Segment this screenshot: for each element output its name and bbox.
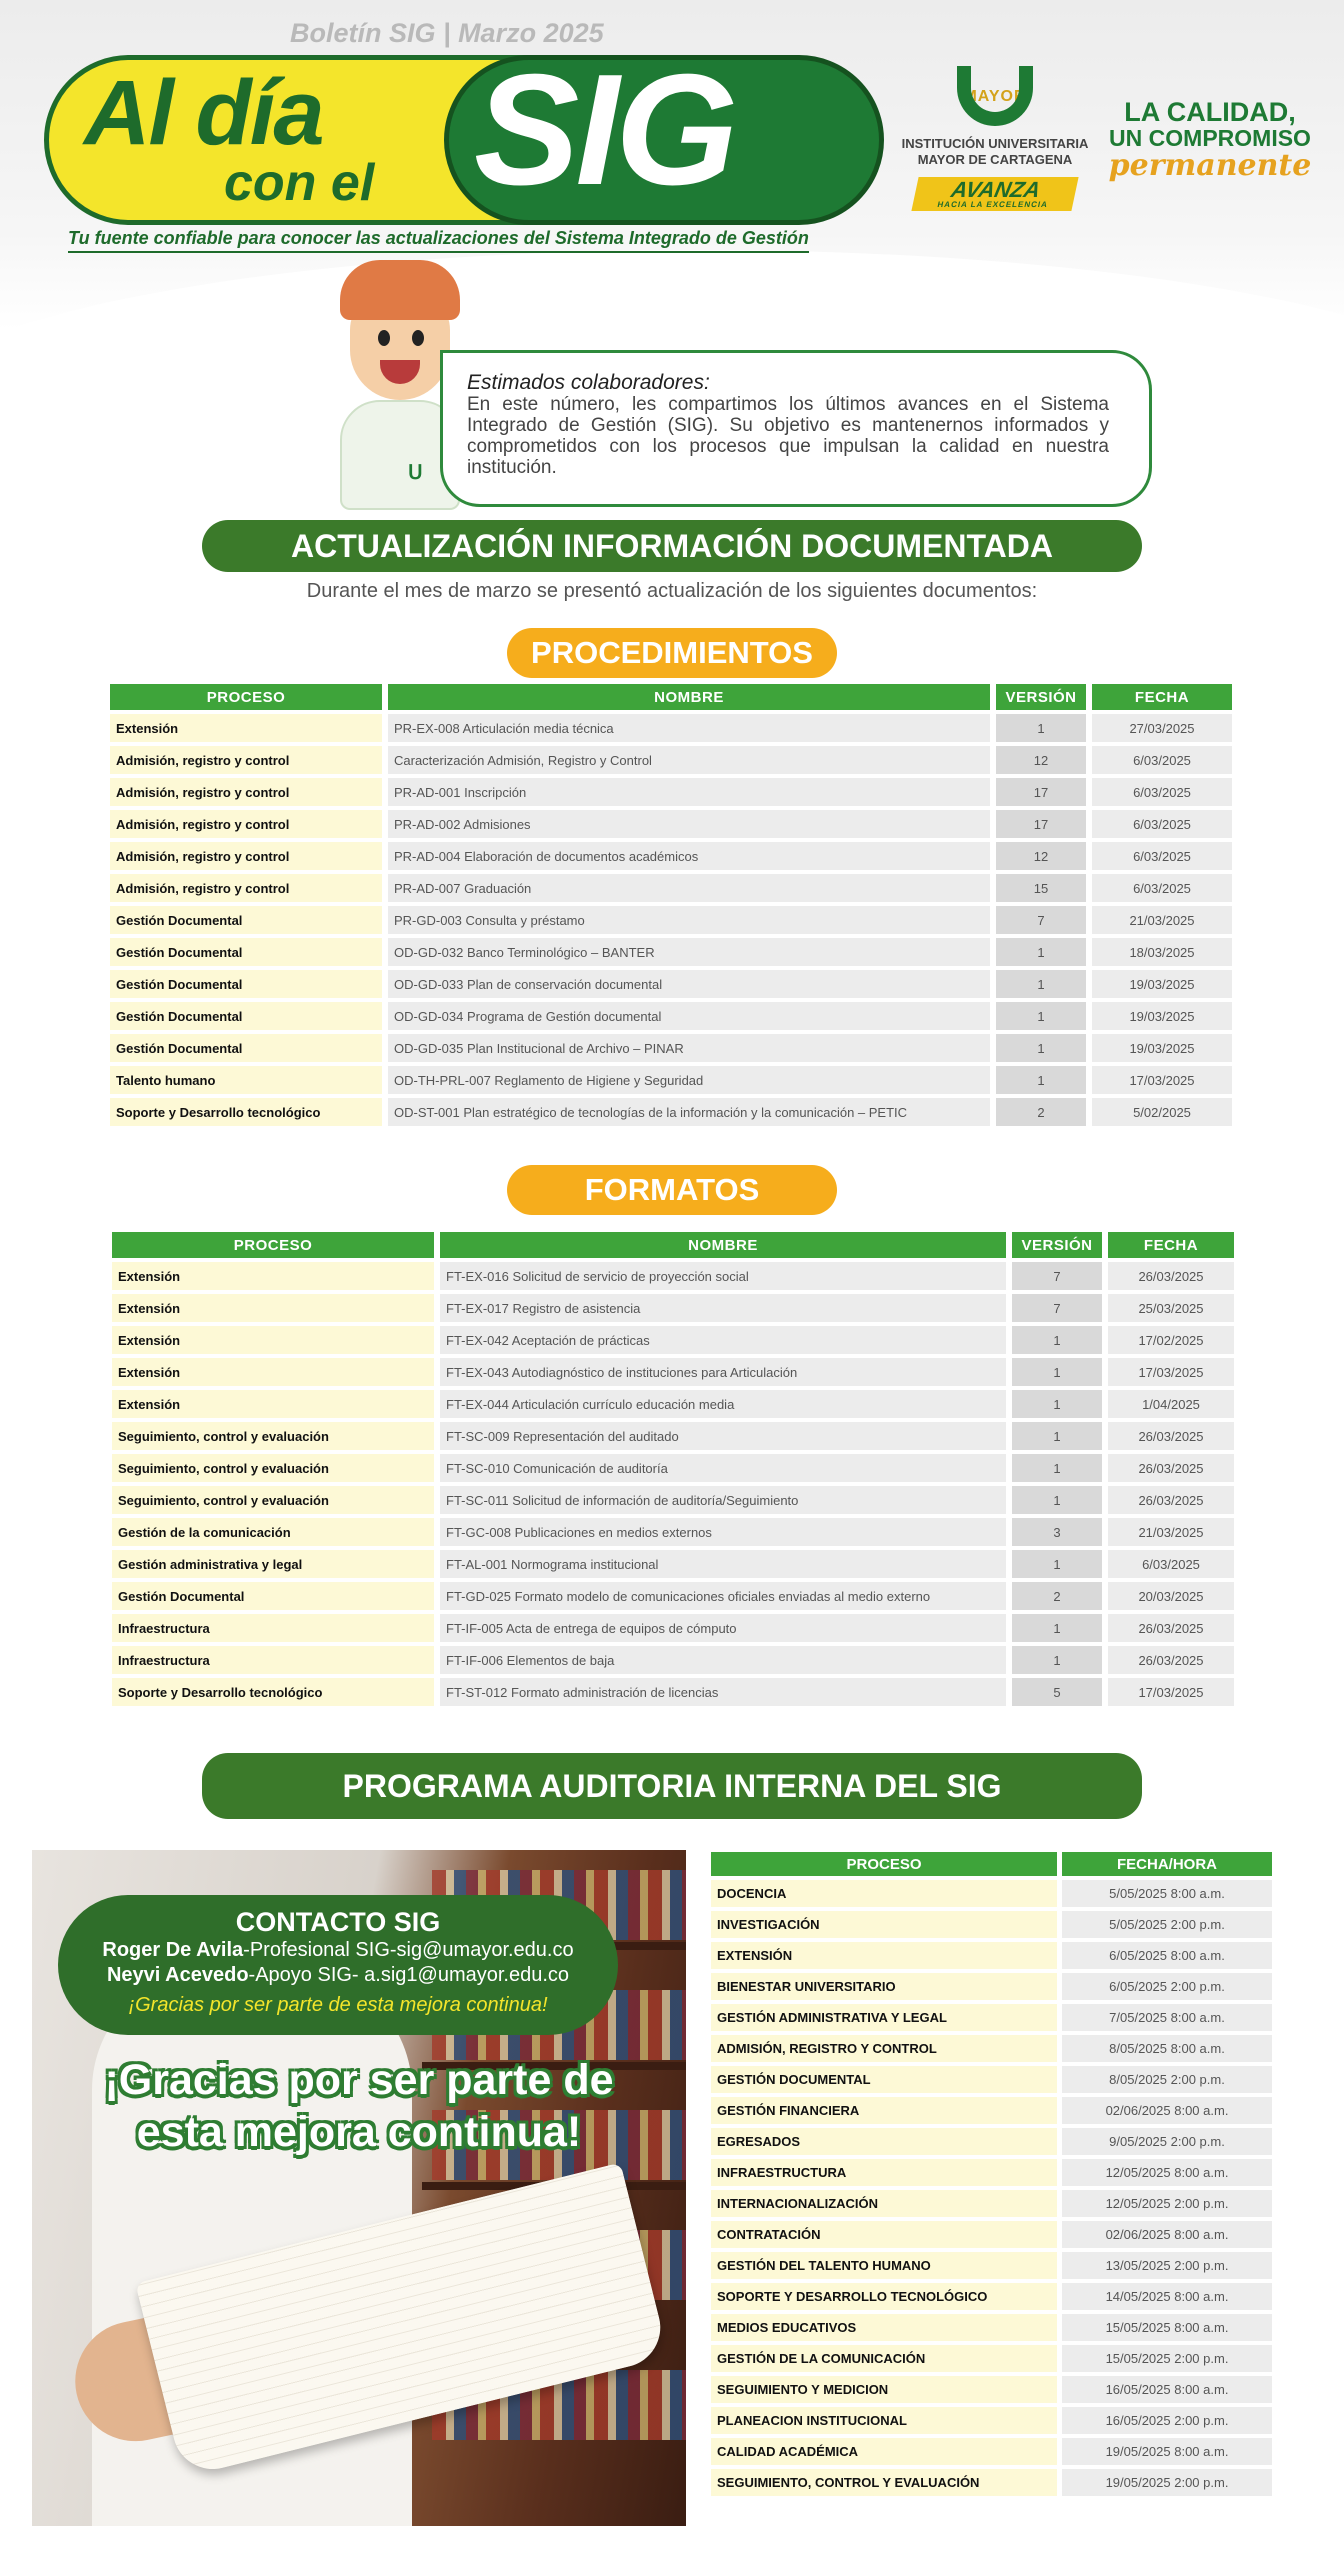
cell-proceso: GESTIÓN DE LA COMUNICACIÓN (711, 2345, 1057, 2372)
table-row (110, 1002, 1232, 1030)
cell-nombre: FT-EX-042 Aceptación de prácticas (440, 1326, 1006, 1354)
cell-proceso: Soporte y Desarrollo tecnológico (112, 1678, 434, 1706)
cell-fecha: 1/04/2025 (1108, 1390, 1234, 1418)
cell-proceso: Admisión, registro y control (110, 746, 382, 774)
table-row (711, 2004, 1272, 2031)
procedimientos-table (104, 680, 1238, 1130)
cell-fecha: 26/03/2025 (1108, 1422, 1234, 1450)
avanza-sub-text: HACIA LA EXCELENCIA (936, 199, 1049, 209)
cell-proceso: PLANEACION INSTITUCIONAL (711, 2407, 1057, 2434)
table-row (112, 1518, 1234, 1546)
doc-section-subtitle: Durante el mes de marzo se presentó actualización de los siguientes documentos: (306, 580, 1038, 602)
cell-fecha: 17/02/2025 (1108, 1326, 1234, 1354)
cell-fecha: 6/05/2025 2:00 p.m. (1062, 1973, 1272, 2000)
cell-proceso: Infraestructura (112, 1614, 434, 1642)
table-row (112, 1358, 1234, 1386)
cell-fecha: 16/05/2025 2:00 p.m. (1062, 2407, 1272, 2434)
mascot-shirt-logo-icon: ᑌ (408, 462, 423, 484)
contact-person-2 (58, 1963, 618, 1988)
cell-proceso: SEGUIMIENTO, CONTROL Y EVALUACIÓN (711, 2469, 1057, 2496)
col-fecha-hora: FECHA/HORA (1062, 1852, 1272, 1876)
cell-version: 12 (996, 842, 1086, 870)
cell-version: 1 (1012, 1422, 1102, 1450)
table-row (112, 1582, 1234, 1610)
cell-nombre: FT-EX-044 Articulación currículo educación media (440, 1390, 1006, 1418)
cell-fecha: 6/03/2025 (1108, 1550, 1234, 1578)
table-row (110, 810, 1232, 838)
cell-nombre: PR-EX-008 Articulación media técnica (388, 714, 990, 742)
title-banner (44, 42, 884, 225)
cell-fecha: 8/05/2025 2:00 p.m. (1062, 2066, 1272, 2093)
contact-person-1-name: Roger De Avila (102, 1939, 244, 1961)
cell-proceso: Admisión, registro y control (110, 810, 382, 838)
audit-schedule-table (706, 1848, 1277, 2500)
table-row (112, 1678, 1234, 1706)
cell-fecha: 6/05/2025 8:00 a.m. (1062, 1942, 1272, 1969)
table-row (112, 1614, 1234, 1642)
table-row (711, 2314, 1272, 2341)
cell-fecha: 26/03/2025 (1108, 1454, 1234, 1482)
cell-version: 3 (1012, 1518, 1102, 1546)
cell-nombre: FT-IF-005 Acta de entrega de equipos de cómputo (440, 1614, 1006, 1642)
cell-version: 1 (1012, 1614, 1102, 1642)
table-row (110, 874, 1232, 902)
cell-version: 17 (996, 810, 1086, 838)
cell-fecha: 25/03/2025 (1108, 1294, 1234, 1322)
cell-nombre: FT-IF-006 Elementos de baja (440, 1646, 1006, 1674)
title-con-el: con el (224, 154, 375, 212)
contact-person-1-detail: -Profesional SIG-sig@umayor.edu.co (243, 1939, 574, 1961)
table-row (711, 2035, 1272, 2062)
table-row (711, 1911, 1272, 1938)
cell-nombre: OD-ST-001 Plan estratégico de tecnologías de la información y la comunicación – PETIC (388, 1098, 990, 1126)
cell-version: 2 (996, 1098, 1086, 1126)
cell-fecha: 8/05/2025 8:00 a.m. (1062, 2035, 1272, 2062)
col-proceso: PROCESO (711, 1852, 1057, 1876)
cell-fecha: 26/03/2025 (1108, 1646, 1234, 1674)
cell-proceso: Extensión (110, 714, 382, 742)
cell-proceso: INTERNACIONALIZACIÓN (711, 2190, 1057, 2217)
table-row (112, 1550, 1234, 1578)
table-header-row (711, 1852, 1272, 1876)
cell-proceso: Extensión (112, 1294, 434, 1322)
cell-version: 1 (996, 970, 1086, 998)
tagline: Tu fuente confiable para conocer las actualizaciones del Sistema Integrado de Gestión (68, 228, 809, 253)
cell-nombre: OD-GD-034 Programa de Gestión documental (388, 1002, 990, 1030)
big-thanks-line1: ¡Gracias por ser parte de (104, 2056, 614, 2104)
cell-fecha: 14/05/2025 8:00 a.m. (1062, 2283, 1272, 2310)
table-row (112, 1486, 1234, 1514)
cell-nombre: Caracterización Admisión, Registro y Control (388, 746, 990, 774)
cell-fecha: 19/05/2025 8:00 a.m. (1062, 2438, 1272, 2465)
cell-nombre: PR-AD-007 Graduación (388, 874, 990, 902)
cell-fecha: 02/06/2025 8:00 a.m. (1062, 2221, 1272, 2248)
cell-fecha: 02/06/2025 8:00 a.m. (1062, 2097, 1272, 2124)
cell-proceso: SEGUIMIENTO Y MEDICION (711, 2376, 1057, 2403)
cell-nombre: FT-ST-012 Formato administración de licencias (440, 1678, 1006, 1706)
avanza-text: AVANZA (949, 176, 1043, 202)
cell-proceso: Seguimiento, control y evaluación (112, 1422, 434, 1450)
table-header-row (110, 684, 1232, 710)
table-row (110, 1098, 1232, 1126)
table-row (112, 1422, 1234, 1450)
table-row (711, 2345, 1272, 2372)
cell-nombre: FT-GD-025 Formato modelo de comunicaciones oficiales enviadas al medio externo (440, 1582, 1006, 1610)
cell-fecha: 6/03/2025 (1092, 842, 1232, 870)
cell-fecha: 19/03/2025 (1092, 1002, 1232, 1030)
contact-thanks: ¡Gracias por ser parte de esta mejora continua! (128, 1994, 548, 2016)
avanza-badge (911, 177, 1078, 211)
cell-proceso: Gestión de la comunicación (112, 1518, 434, 1546)
table-row (711, 2190, 1272, 2217)
table-row (711, 2283, 1272, 2310)
cell-proceso: Gestión Documental (110, 1002, 382, 1030)
cell-nombre: FT-EX-043 Autodiagnóstico de instituciones para Articulación (440, 1358, 1006, 1386)
cell-proceso: GESTIÓN ADMINISTRATIVA Y LEGAL (711, 2004, 1057, 2031)
cell-nombre: FT-SC-010 Comunicación de auditoría (440, 1454, 1006, 1482)
cell-nombre: PR-AD-001 Inscripción (388, 778, 990, 806)
formatos-table (106, 1228, 1240, 1710)
contact-title: CONTACTO SIG (235, 1907, 441, 1937)
col-fecha: FECHA (1092, 684, 1232, 710)
intro-speech-bubble (440, 350, 1152, 507)
doc-section-title: ACTUALIZACIÓN INFORMACIÓN DOCUMENTADA (202, 520, 1142, 572)
cell-proceso: MEDIOS EDUCATIVOS (711, 2314, 1057, 2341)
cell-fecha: 18/03/2025 (1092, 938, 1232, 966)
cell-nombre: OD-GD-035 Plan Institucional de Archivo – PINAR (388, 1034, 990, 1062)
cell-version: 17 (996, 778, 1086, 806)
procedimientos-title: PROCEDIMIENTOS (507, 628, 837, 678)
cell-version: 1 (1012, 1326, 1102, 1354)
cell-version: 7 (996, 906, 1086, 934)
cell-fecha: 17/03/2025 (1092, 1066, 1232, 1094)
cell-version: 1 (1012, 1646, 1102, 1674)
cell-version: 1 (996, 1066, 1086, 1094)
cell-version: 1 (1012, 1390, 1102, 1418)
table-row (711, 2376, 1272, 2403)
table-row (112, 1646, 1234, 1674)
cell-proceso: ADMISIÓN, REGISTRO Y CONTROL (711, 2035, 1057, 2062)
cell-fecha: 6/03/2025 (1092, 810, 1232, 838)
table-row (112, 1390, 1234, 1418)
table-row (112, 1326, 1234, 1354)
cell-version: 7 (1012, 1294, 1102, 1322)
table-row (110, 1034, 1232, 1062)
cell-fecha: 7/05/2025 8:00 a.m. (1062, 2004, 1272, 2031)
cell-proceso: Talento humano (110, 1066, 382, 1094)
audit-section-title: PROGRAMA AUDITORIA INTERNA DEL SIG (202, 1753, 1142, 1819)
table-row (711, 2159, 1272, 2186)
big-thanks-message (32, 2055, 686, 2158)
procedimientos-body (110, 714, 1232, 1126)
col-proceso: PROCESO (112, 1232, 434, 1258)
cell-version: 1 (996, 1002, 1086, 1030)
cell-version: 2 (1012, 1582, 1102, 1610)
cell-fecha: 5/02/2025 (1092, 1098, 1232, 1126)
cell-nombre: FT-SC-009 Representación del auditado (440, 1422, 1006, 1450)
contact-person-2-detail: -Apoyo SIG- a.sig1@umayor.edu.co (248, 1964, 570, 1986)
table-row (112, 1262, 1234, 1290)
table-row (711, 2252, 1272, 2279)
table-row (711, 1880, 1272, 1907)
cell-version: 1 (1012, 1358, 1102, 1386)
cell-nombre: OD-TH-PRL-007 Reglamento de Higiene y Seguridad (388, 1066, 990, 1094)
slogan-line2: UN COMPROMISO (1109, 125, 1311, 152)
cell-proceso: INVESTIGACIÓN (711, 1911, 1057, 1938)
cell-nombre: FT-GC-008 Publicaciones en medios externos (440, 1518, 1006, 1546)
cell-proceso: Gestión administrativa y legal (112, 1550, 434, 1578)
cell-fecha: 26/03/2025 (1108, 1262, 1234, 1290)
cell-version: 15 (996, 874, 1086, 902)
logo-institution-line2: MAYOR DE CARTAGENA (917, 152, 1073, 168)
cell-proceso: Seguimiento, control y evaluación (112, 1486, 434, 1514)
cell-proceso: INFRAESTRUCTURA (711, 2159, 1057, 2186)
logo-institution-line1: INSTITUCIÓN UNIVERSITARIA (901, 136, 1089, 151)
col-version: VERSIÓN (1012, 1232, 1102, 1258)
cell-fecha: 17/03/2025 (1108, 1358, 1234, 1386)
title-al-dia: Al día (84, 62, 323, 164)
table-row (711, 2438, 1272, 2465)
cell-fecha: 27/03/2025 (1092, 714, 1232, 742)
mascot-hair (340, 260, 460, 320)
big-thanks-line2: esta mejora continua! (136, 2107, 582, 2156)
intro-text: En este número, les compartimos los últimos avances en el Sistema Integrado de Gestión (SIG). Su objetivo es mantenernos informados y comprometidos con los procesos que impulsan la calidad en nuestra institución. (467, 394, 1109, 478)
mascot-right-eye (412, 330, 424, 346)
cell-fecha: 5/05/2025 8:00 a.m. (1062, 1880, 1272, 1907)
table-row (110, 970, 1232, 998)
col-fecha: FECHA (1108, 1232, 1234, 1258)
formatos-body (112, 1262, 1234, 1706)
cell-fecha: 12/05/2025 2:00 p.m. (1062, 2190, 1272, 2217)
cell-proceso: Extensión (112, 1390, 434, 1418)
title-sig: SIG (474, 42, 735, 218)
cell-proceso: CALIDAD ACADÉMICA (711, 2438, 1057, 2465)
cell-fecha: 15/05/2025 8:00 a.m. (1062, 2314, 1272, 2341)
col-version: VERSIÓN (996, 684, 1086, 710)
cell-proceso: DOCENCIA (711, 1880, 1057, 1907)
cell-fecha: 15/05/2025 2:00 p.m. (1062, 2345, 1272, 2372)
col-nombre: NOMBRE (440, 1232, 1006, 1258)
cell-proceso: BIENESTAR UNIVERSITARIO (711, 1973, 1057, 2000)
cell-fecha: 26/03/2025 (1108, 1486, 1234, 1514)
table-row (711, 2128, 1272, 2155)
u-logo-icon (957, 66, 1033, 126)
cell-proceso: Extensión (112, 1358, 434, 1386)
cell-proceso: EGRESADOS (711, 2128, 1057, 2155)
cell-fecha: 12/05/2025 8:00 a.m. (1062, 2159, 1272, 2186)
cell-proceso: Gestión Documental (110, 1034, 382, 1062)
table-row (110, 938, 1232, 966)
cell-fecha: 6/03/2025 (1092, 874, 1232, 902)
cell-proceso: Gestión Documental (110, 970, 382, 998)
table-row (711, 2097, 1272, 2124)
cell-version: 1 (996, 938, 1086, 966)
cell-proceso: Admisión, registro y control (110, 842, 382, 870)
cell-fecha: 21/03/2025 (1108, 1518, 1234, 1546)
cell-proceso: Extensión (112, 1326, 434, 1354)
contact-card (58, 1895, 618, 2035)
table-row (110, 714, 1232, 742)
table-row (711, 2221, 1272, 2248)
cell-fecha: 6/03/2025 (1092, 746, 1232, 774)
cell-nombre: PR-AD-004 Elaboración de documentos académicos (388, 842, 990, 870)
cell-proceso: GESTIÓN FINANCIERA (711, 2097, 1057, 2124)
contact-person-2-name: Neyvi Acevedo (106, 1964, 249, 1986)
table-row (711, 1942, 1272, 1969)
cell-proceso: CONTRATACIÓN (711, 2221, 1057, 2248)
cell-fecha: 5/05/2025 2:00 p.m. (1062, 1911, 1272, 1938)
cell-proceso: Admisión, registro y control (110, 874, 382, 902)
cell-proceso: Seguimiento, control y evaluación (112, 1454, 434, 1482)
cell-version: 5 (1012, 1678, 1102, 1706)
intro-greeting: Estimados colaboradores: (467, 371, 710, 394)
cell-proceso: Extensión (112, 1262, 434, 1290)
edition-label: Boletín SIG | Marzo 2025 (290, 18, 604, 48)
slogan-line1: LA CALIDAD, (1124, 97, 1296, 127)
table-row (711, 2469, 1272, 2496)
mascot-left-eye (378, 330, 390, 346)
table-row (110, 1066, 1232, 1094)
table-row (112, 1454, 1234, 1482)
cell-nombre: FT-SC-011 Solicitud de información de auditoría/Seguimiento (440, 1486, 1006, 1514)
cell-version: 1 (1012, 1486, 1102, 1514)
cell-fecha: 6/03/2025 (1092, 778, 1232, 806)
cell-proceso: GESTIÓN DEL TALENTO HUMANO (711, 2252, 1057, 2279)
col-proceso: PROCESO (110, 684, 382, 710)
cell-version: 1 (1012, 1550, 1102, 1578)
logo-mayor-text: MAYOR (963, 88, 1027, 105)
cell-nombre: PR-GD-003 Consulta y préstamo (388, 906, 990, 934)
cell-version: 1 (996, 714, 1086, 742)
cell-proceso: Gestión Documental (110, 938, 382, 966)
cell-version: 1 (996, 1034, 1086, 1062)
audit-body (711, 1880, 1272, 2496)
logo-institution (890, 136, 1100, 169)
cell-fecha: 21/03/2025 (1092, 906, 1232, 934)
table-row (112, 1294, 1234, 1322)
slogan-line3: permanente (1108, 148, 1312, 184)
formatos-title: FORMATOS (507, 1165, 837, 1215)
cell-proceso: EXTENSIÓN (711, 1942, 1057, 1969)
cell-proceso: SOPORTE Y DESARROLLO TECNOLÓGICO (711, 2283, 1057, 2310)
cell-nombre: FT-AL-001 Normograma institucional (440, 1550, 1006, 1578)
cell-nombre: PR-AD-002 Admisiones (388, 810, 990, 838)
cell-fecha: 20/03/2025 (1108, 1582, 1234, 1610)
cell-fecha: 9/05/2025 2:00 p.m. (1062, 2128, 1272, 2155)
cell-fecha: 19/03/2025 (1092, 1034, 1232, 1062)
cell-proceso: Soporte y Desarrollo tecnológico (110, 1098, 382, 1126)
cell-fecha: 26/03/2025 (1108, 1614, 1234, 1642)
cell-nombre: FT-EX-017 Registro de asistencia (440, 1294, 1006, 1322)
cell-version: 7 (1012, 1262, 1102, 1290)
table-row (110, 746, 1232, 774)
cell-nombre: OD-GD-033 Plan de conservación documental (388, 970, 990, 998)
quality-slogan (1095, 98, 1325, 182)
cell-proceso: Admisión, registro y control (110, 778, 382, 806)
cell-fecha: 17/03/2025 (1108, 1678, 1234, 1706)
cell-nombre: OD-GD-032 Banco Terminológico – BANTER (388, 938, 990, 966)
table-row (110, 906, 1232, 934)
cell-proceso: Gestión Documental (110, 906, 382, 934)
cell-nombre: FT-EX-016 Solicitud de servicio de proyección social (440, 1262, 1006, 1290)
cell-proceso: GESTIÓN DOCUMENTAL (711, 2066, 1057, 2093)
table-header-row (112, 1232, 1234, 1258)
cell-fecha: 16/05/2025 8:00 a.m. (1062, 2376, 1272, 2403)
table-row (711, 2407, 1272, 2434)
table-row (110, 842, 1232, 870)
cell-proceso: Gestión Documental (112, 1582, 434, 1610)
contact-person-1 (58, 1938, 618, 1963)
table-row (711, 2066, 1272, 2093)
cell-fecha: 19/05/2025 2:00 p.m. (1062, 2469, 1272, 2496)
cell-proceso: Infraestructura (112, 1646, 434, 1674)
table-row (110, 778, 1232, 806)
col-nombre: NOMBRE (388, 684, 990, 710)
cell-version: 1 (1012, 1454, 1102, 1482)
university-logo (890, 66, 1100, 236)
cell-version: 12 (996, 746, 1086, 774)
cell-fecha: 13/05/2025 2:00 p.m. (1062, 2252, 1272, 2279)
cell-fecha: 19/03/2025 (1092, 970, 1232, 998)
table-row (711, 1973, 1272, 2000)
